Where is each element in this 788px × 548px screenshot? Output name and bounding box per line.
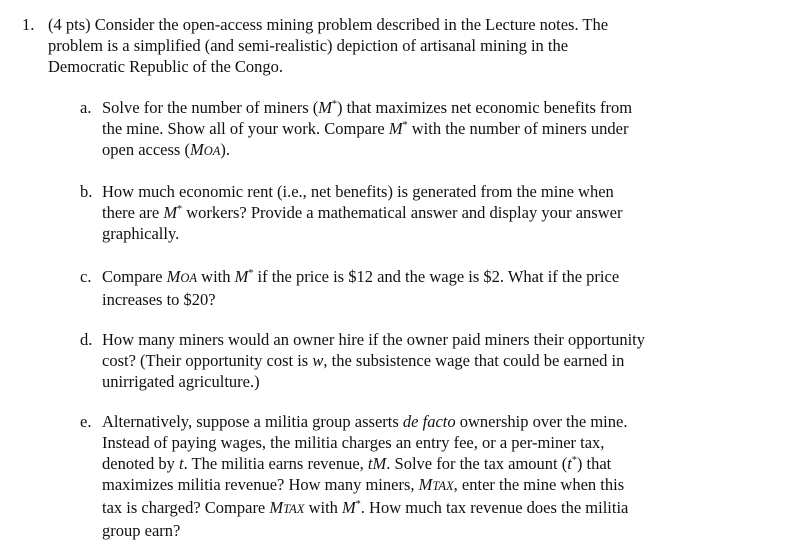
part-label: e.: [80, 412, 92, 431]
part-line: How much economic rent (i.e., net benefits) is generated from the mine when: [102, 182, 614, 201]
intro-line: (4 pts) Consider the open-access mining problem described in the Lecture notes. The: [48, 15, 609, 34]
part-line: maximizes militia revenue? How many miners, MTAX, enter the mine when this: [102, 475, 625, 494]
part-line: tax is charged? Compare MTAX with M*. How much tax revenue does the militia: [102, 498, 629, 517]
part-line: open access (MOA).: [102, 140, 231, 159]
intro-line: Democratic Republic of the Congo.: [48, 57, 284, 76]
part-line: denoted by t. The militia earns revenue, tM. Solve for the tax amount (t*) that: [102, 454, 612, 473]
part-line: Compare MOA with M* if the price is $12 and the wage is $2. What if the price: [102, 267, 620, 286]
part-line: increases to $20?: [102, 290, 216, 309]
part-line: Instead of paying wages, the militia charges an entry fee, or a per-miner tax,: [102, 433, 605, 452]
intro-line: problem is a simplified (and semi-realistic) depiction of artisanal mining in the: [48, 36, 569, 55]
part-line: How many miners would an owner hire if the owner paid miners their opportunity: [102, 330, 646, 349]
question-intro: [48, 14, 748, 77]
part-label: d.: [80, 330, 93, 349]
part-label: b.: [80, 182, 93, 201]
part-line: there are M* workers? Provide a mathematical answer and display your answer: [102, 203, 623, 222]
part-text: [102, 411, 727, 541]
part-text: [102, 97, 727, 162]
part-line: the mine. Show all of your work. Compare M* with the number of miners under: [102, 119, 629, 138]
part-text: [102, 181, 727, 244]
part-line: unirrigated agriculture.): [102, 372, 260, 391]
part-text: [102, 266, 727, 310]
part-line: cost? (Their opportunity cost is w, the subsistence wage that could be earned in: [102, 351, 625, 370]
question-number: 1.: [22, 15, 35, 34]
part-line: group earn?: [102, 521, 181, 540]
part-line: Solve for the number of miners (M*) that maximizes net economic benefits from: [102, 98, 633, 117]
part-line: graphically.: [102, 224, 180, 243]
part-line: Alternatively, suppose a militia group asserts de facto ownership over the mine.: [102, 412, 628, 431]
part-label: a.: [80, 98, 92, 117]
part-label: c.: [80, 267, 92, 286]
part-text: [102, 329, 727, 392]
